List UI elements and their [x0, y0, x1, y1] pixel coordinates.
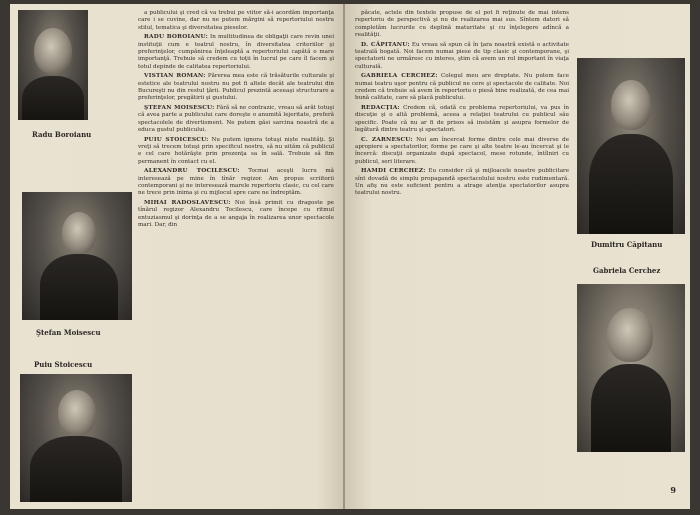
paragraph: RADU BOROIANU: In multitudinea de obligaţii care revin unei instituţii cum e teatrul nostru, în diversitatea criteriilor şi preferinţelor, cumpănirea înţeleaptă a repertoriului capătă o mare importanţă. Trebuie să credem cu toţii în lucrul pe care îl facem şi totul depinde de calitatea repertoriului. [138, 34, 335, 70]
left-page [10, 4, 343, 509]
paragraph: ALEXANDRU TOCILESCU: Tocmai aceşti lucru mă interesează pe mine în tînăr regizor. Am propus scriitorii contemporani şi ne interesează marele repertoriu clasic, cu cel care ne trece prin inima şi cu mijlocul spre care ne îndreptăm. [138, 168, 335, 197]
right-text-column [355, 10, 569, 500]
paragraph: MIHAI RADOSLAVESCU: Noi însă primit cu dragoste pe tînărul regizor Alexandru Tocilescu, care începe cu ritmul entuziasmul şi dorinţa de a se angaja în realizarea unor spectacole mari. Dar, din [138, 199, 334, 228]
paragraph: ŞTEFAN MOISESCU: Fără să ne contrazic, vreau să arăt totuşi că avea parte a publicului care doreşte o anumită lejeritate, preferă spectacolele de divertisment. Ne putem găsi sarcina noastră de a educa gustul publicului. [138, 104, 334, 134]
paragraph: a publicului şi cred că va trebui pe viitor să-i acordăm importanţa care i se cuvine, dar nu ne putem mărgini să repertoriului nostru stilul, tematica şi diversitatea pieselor. [138, 10, 334, 31]
photo-puiu-stoicescu [20, 374, 132, 502]
paragraph: păcate, actele din textele propuse de el pot fi reţinute de mai intens repertoriu de perspectivă şi nu de realizarea mai sus. Sîntem datori să completăm lucrurile cu deplină maturitate şi cu înţelegere adîncă a realităţii. [355, 10, 570, 39]
paragraph: HAMDI CERCHEZ: Eu consider că şi mijloacele noastre publicitare sînt dovadă de simplu propagandă spectacolului nostru este rudimentară. Un afiş nu este suficient pentru a atrage atenţia spectatorilor asupra teatrului nostru. [355, 168, 570, 197]
caption-stefan-moisescu: Ştefan Moisescu [36, 328, 101, 337]
paragraph: PUIU STOICESCU: Nu putem ignora totuşi niște realităţi. Şi vreţi să trecem totuşi prin specificul nostru, să nu uităm că publicul e cel care hotărăşte prin prezenţa sa în sală. Trebuie să fim permanent în contact cu el. [138, 136, 334, 165]
caption-dumitru-capitanu: Dumitru Căpitanu [591, 240, 663, 249]
caption-radu-boroianu: Radu Boroianu [32, 130, 92, 139]
caption-gabriela-cerchez: Gabriela Cerchez [593, 266, 661, 275]
photo-gabriela-cerchez [577, 284, 685, 452]
paragraph: C. ZARNESCU: Noi am încercat forme dintre cele mai diverse de apropiere a spectatorilor, forme pe care şi alte teatre le-au încercat şi le încercă: discuţii organizate după spectacol, mese rotunde, întîlniri cu publicul, seri literare. [355, 136, 570, 165]
caption-puiu-stoicescu: Puiu Stoicescu [34, 360, 93, 369]
paragraph: GABRIELA CERCHEZ: Colegul meu are dreptate. Nu putem face numai teatru uşor pentru că publicul ne cere şi spectacole de calitate. Noi credem că trebuie să avem în repertoriu o piesă bine realizată, de cea mai bună calitate, care să placă publicului. [355, 73, 570, 102]
paragraph: VISTIAN ROMAN: Părerea mea este că trăsăturile culturale şi estetice ale teatrului nostru nu pot fi altele decât ale teatrului din Bucureşti nu din restul ţării. Publicul prezintă aceeaşi structurare a preferinţelor, pregătirii şi gustului. [138, 73, 335, 102]
paragraph: REDACŢIA: Credem că, odată cu problema repertoriului, va pus în discuţie şi o altă problemă, aceea a relaţiei teatrului cu publicul său specific. Poate că nu ar fi de prisos să insistăm şi asupra formelor de legătură dintre teatru şi spectatori. [355, 104, 570, 134]
right-page [345, 4, 690, 509]
photo-dumitru-capitanu [577, 58, 685, 234]
photo-radu-boroianu [18, 10, 88, 120]
paragraph: D. CĂPITANU: Eu vreau să spun că în ţara noastră există o activitate teatrală bogată. Noi facem numai piese de tip clasic şi contemporane, şi spectatorii ne urmăresc cu interes, ştim că avem un rol important în viaţa culturală. [355, 41, 570, 70]
photo-stefan-moisescu [22, 192, 132, 320]
page-number: 9 [670, 485, 676, 495]
left-text-column [138, 10, 334, 500]
magazine-spread [10, 4, 690, 509]
